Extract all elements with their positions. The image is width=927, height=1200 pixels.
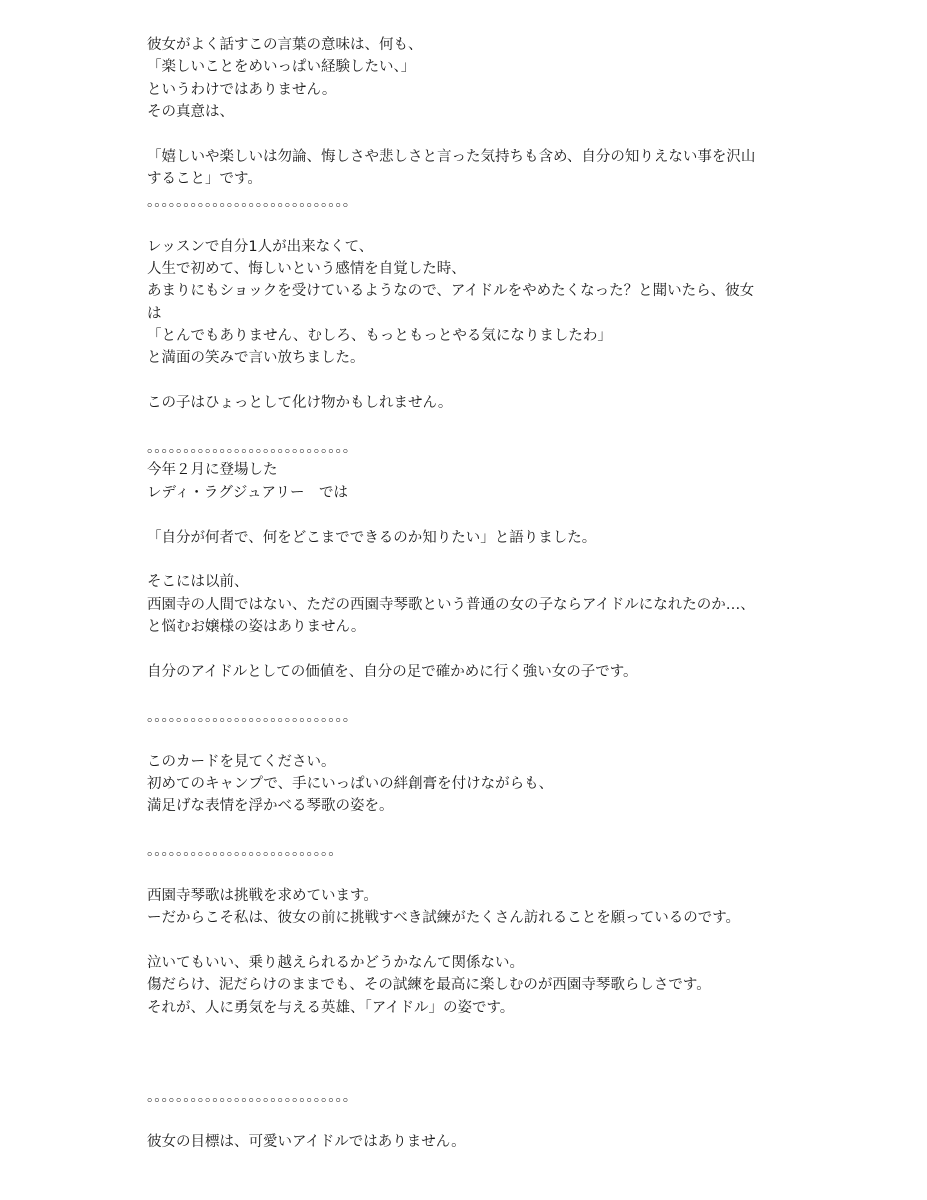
text-line: 満足げな表情を浮かべる琴歌の姿を。: [147, 798, 394, 815]
blank-line: [147, 683, 787, 705]
text-line: と満面の笑みで言い放ちました。: [147, 350, 365, 367]
blank-line: [147, 124, 787, 146]
text-line: 人生で初めて、悔しいという感情を自覚した時、: [147, 260, 466, 277]
text-line: 彼女がよく話すこの言葉の意味は、何も、: [147, 37, 423, 53]
separator-line: 。。。。。。。。。。。。。。。。。。。。。。。。。。。。: [147, 1089, 358, 1106]
blank-line: [147, 415, 787, 437]
text-line: 西園寺琴歌は挑戦を求めています。: [147, 887, 378, 904]
text-line: この子はひょっとして化け物かもしれません。: [147, 395, 453, 412]
blank-line: [147, 728, 787, 750]
blank-line: [147, 862, 787, 884]
text-line: ーだからこそ私は、彼女の前に挑戦すべき試練がたくさん訪れることを願っているのです。: [147, 910, 741, 927]
text-line: 「自分が何者で、何をどこまでできるのか知りたい」と語りました。: [147, 529, 597, 546]
text-line: 「嬉しいや楽しいは勿論、悔しさや悲しさと言った気持ちも含め、自分の知りえない事を沢山: [147, 148, 756, 165]
separator-line: 。。。。。。。。。。。。。。。。。。。。。。。。。。。。: [147, 708, 358, 725]
blank-line: [147, 1042, 787, 1064]
text-line: 彼女の目標は、可愛いアイドルではありません。: [147, 1134, 466, 1151]
text-line: レディ・ラグジュアリー では: [147, 484, 348, 501]
text-line: 初めてのキャンプで、手にいっぱいの絆創膏を付けながらも、: [147, 775, 554, 792]
text-line: それが、人に勇気を与える英雄、「アイドル」の姿です。: [147, 999, 515, 1016]
text-line: あまりにもショックを受けているようなので、アイドルをやめたくなった？と聞いたら、彼女: [147, 283, 755, 300]
text-line: このカードを見てください。: [147, 753, 336, 770]
text-line: レッスンで自分1人が出来なくて、: [147, 238, 374, 255]
text-line: すること」です。: [147, 171, 262, 188]
blank-line: [147, 1019, 787, 1041]
text-line: その真意は、: [147, 104, 234, 121]
blank-line: [147, 818, 787, 840]
separator-line: 。。。。。。。。。。。。。。。。。。。。。。。。。。。。: [147, 440, 358, 457]
text-line: 「とんでもありません、むしろ、もっともっとやる気になりましたわ」: [147, 328, 612, 345]
document-body: [147, 34, 787, 1154]
blank-line: [147, 1109, 787, 1131]
separator-line: 。。。。。。。。。。。。。。。。。。。。。。。。。。: [147, 843, 343, 860]
text-line: と悩むお嬢様の姿はありません。: [147, 619, 366, 636]
text-line: そこには以前、: [147, 574, 249, 591]
text-line: 傷だらけ、泥だらけのままでも、その試練を最高に楽しむのが西園寺琴歌らしさです。: [147, 977, 711, 994]
blank-line: [147, 549, 787, 571]
separator-line: 。。。。。。。。。。。。。。。。。。。。。。。。。。。。: [147, 193, 358, 210]
text-line: 泣いてもいい、乗り越えられるかどうかなんて関係ない。: [147, 955, 524, 972]
text-line: 「楽しいことをめいっぱい経験したい、」: [147, 59, 416, 76]
blank-line: [147, 213, 787, 235]
blank-line: [147, 1064, 787, 1086]
blank-line: [147, 639, 787, 661]
text-line: 今年２月に登場した: [147, 462, 278, 479]
text-line: というわけではありません。: [147, 81, 337, 98]
blank-line: [147, 504, 787, 526]
text-line: 自分のアイドルとしての価値を、自分の足で確かめに行く強い女の子です。: [147, 663, 638, 680]
text-line: は: [147, 305, 162, 322]
blank-line: [147, 370, 787, 392]
text-line: 西園寺の人間ではない、ただの西園寺琴歌という普通の女の子ならアイドルになれたのか…、: [147, 596, 755, 613]
blank-line: [147, 930, 787, 952]
